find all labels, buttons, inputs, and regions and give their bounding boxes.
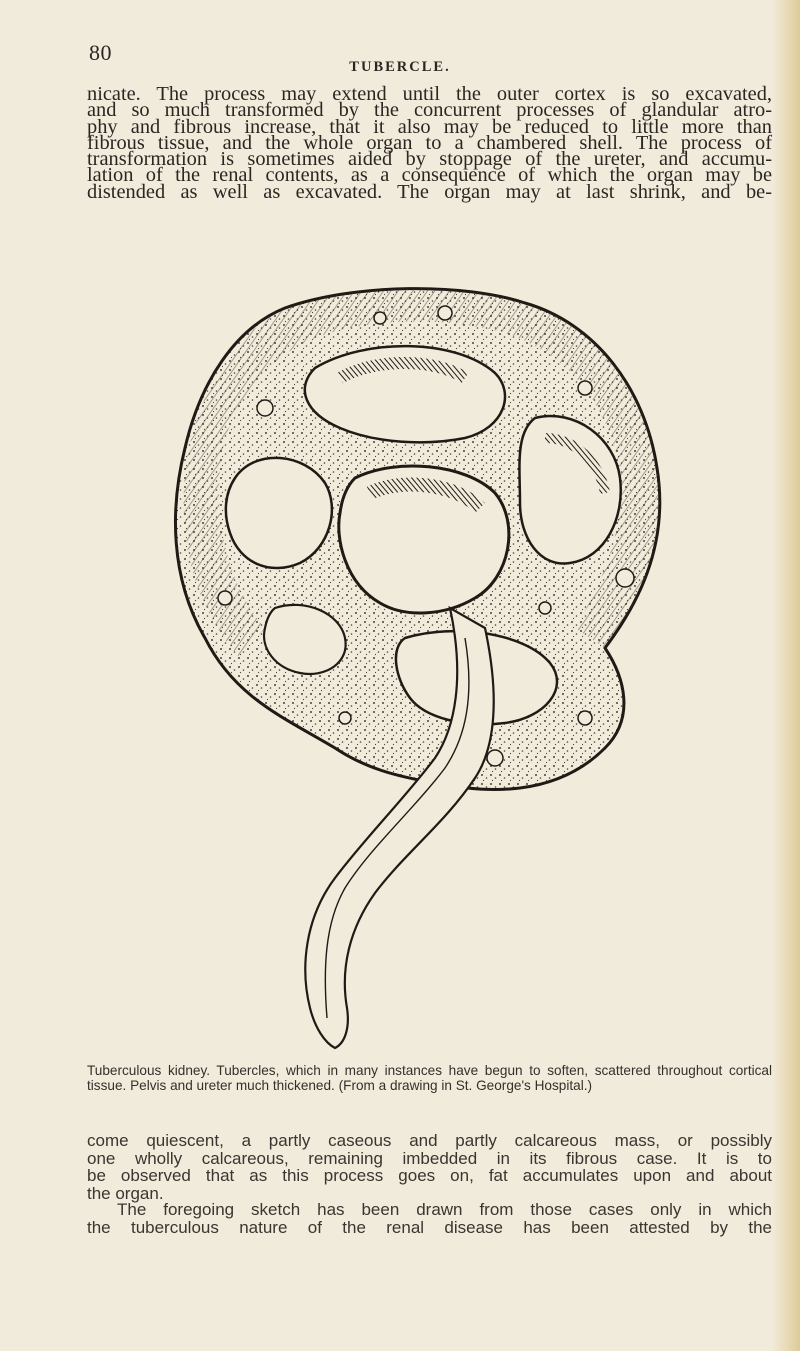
text-line: and so much transformed by the concurrent processes of glandular atro-	[87, 99, 772, 122]
text-line: The foregoing sketch has been drawn from those cases only in which	[117, 1200, 772, 1219]
tuberculous-kidney-illustration	[165, 278, 685, 1058]
text-line: nicate. The process may extend until the outer cortex is so excavated,	[87, 83, 772, 105]
text-line: transformation is sometimes aided by stoppage of the ureter, and accumu-	[87, 148, 772, 171]
text-line: phy and fibrous increase, that it also may be reduced to little more than	[87, 115, 772, 138]
page-number: 80	[89, 40, 112, 65]
text-line: lation of the renal contents, as a consequence of which the organ may be	[87, 164, 772, 187]
text-line: one wholly calcareous, remaining imbedded in its fibrous case. It is to	[87, 1148, 772, 1168]
text-line: fibrous tissue, and the whole organ to a chambered shell. The process of	[87, 131, 772, 154]
text-line: be observed that as this process goes on, fat accumulates upon and about	[87, 1166, 772, 1186]
running-head: TUBERCLE.	[349, 59, 451, 75]
page-edge-shadow	[772, 0, 800, 1351]
text-line: distended as well as excavated. The organ may at last shrink, and be-	[87, 180, 772, 203]
text-line: the organ.	[87, 1183, 164, 1203]
paragraph-continued	[87, 1132, 772, 1202]
paragraph-next	[87, 1201, 772, 1236]
text-line: the tuberculous nature of the renal disease has been attested by the	[87, 1217, 772, 1237]
paragraph-top	[87, 83, 772, 203]
text-line: come quiescent, a partly caseous and partly calcareous mass, or possibly	[87, 1131, 772, 1150]
cavity-left	[226, 458, 332, 568]
figure-caption: Tuberculous kidney. Tubercles, which in many instances have begun to soften, scattered throughout cortical tissue. Pelvis and ureter much thickened. (From a drawing in St. George's Hospital.)	[87, 1063, 772, 1093]
